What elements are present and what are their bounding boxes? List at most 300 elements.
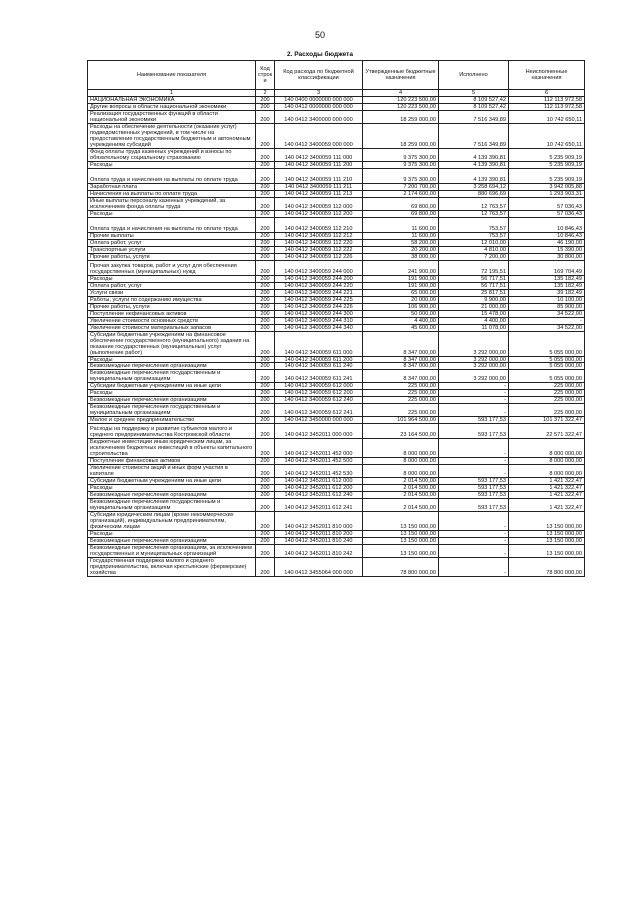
row-line-code: 200	[256, 123, 275, 148]
row-name: Расходы	[88, 390, 256, 397]
row-approved-amount: 225 000,00	[363, 397, 439, 404]
row-name: Прочая закупка товаров, работ и услуг для обеспечения государственных (муниципальных) нужд	[88, 260, 256, 275]
row-remaining-amount: 46 190,00	[509, 239, 585, 246]
table-row	[88, 239, 585, 246]
row-classification-code: 140 0412 3400059 112 200	[275, 210, 363, 217]
row-name: Услуги связи	[88, 289, 256, 296]
table-row	[88, 282, 585, 289]
row-executed-amount: 7 200,00	[439, 253, 509, 260]
table-row	[88, 324, 585, 331]
table-row	[88, 545, 585, 558]
row-executed-amount: 593 177,53	[439, 485, 509, 492]
row-executed-amount: 9 900,00	[439, 296, 509, 303]
row-name: Оплата труда и начисления на выплаты по оплате труда	[88, 217, 256, 232]
row-remaining-amount: -	[509, 317, 585, 324]
row-line-code: 200	[256, 148, 275, 161]
row-name: Безвозмездные перечисления государственным и муниципальным организациям	[88, 404, 256, 417]
row-classification-code: 140 0412 3400059 244 221	[275, 289, 363, 296]
row-classification-code: 140 0412 3452011 810 242	[275, 545, 363, 558]
row-executed-amount: 4 139 390,81	[439, 168, 509, 183]
row-line-code: 200	[256, 282, 275, 289]
row-name: Расходы	[88, 161, 256, 168]
row-executed-amount: 8 109 527,42	[439, 97, 509, 104]
row-line-code: 200	[256, 197, 275, 210]
table-row	[88, 232, 585, 239]
row-line-code: 200	[256, 183, 275, 190]
row-remaining-amount: 78 800 000,00	[509, 558, 585, 577]
row-classification-code: 140 0412 3400059 612 200	[275, 390, 363, 397]
row-line-code: 200	[256, 363, 275, 370]
row-executed-amount: -	[439, 465, 509, 478]
row-line-code: 200	[256, 246, 275, 253]
table-row	[88, 492, 585, 499]
row-line-code: 200	[256, 239, 275, 246]
row-classification-code: 140 0412 3400000 000 000	[275, 110, 363, 123]
row-approved-amount: 120 223 500,00	[363, 97, 439, 104]
row-classification-code: 140 0412 3450000 000 000	[275, 417, 363, 424]
col-header-classification: Код расхода по бюджетной классификации	[275, 61, 363, 90]
row-line-code: 200	[256, 545, 275, 558]
row-approved-amount: 78 800 000,00	[363, 558, 439, 577]
row-remaining-amount: 57 036,43	[509, 210, 585, 217]
row-remaining-amount: 30 800,00	[509, 253, 585, 260]
row-remaining-amount: 13 150 000,00	[509, 512, 585, 531]
row-line-code: 200	[256, 465, 275, 478]
row-classification-code: 140 0412 3400059 244 220	[275, 282, 363, 289]
row-remaining-amount: 169 704,49	[509, 260, 585, 275]
row-remaining-amount: 10 742 650,11	[509, 110, 585, 123]
row-name: Безвозмездные перечисления организациям	[88, 363, 256, 370]
row-approved-amount: 2 014 500,00	[363, 478, 439, 485]
row-executed-amount: -	[439, 538, 509, 545]
row-remaining-amount: 3 942 005,88	[509, 183, 585, 190]
row-name: Работы, услуги по содержанию имущества	[88, 296, 256, 303]
row-executed-amount: 753,57	[439, 232, 509, 239]
table-row	[88, 439, 585, 458]
row-remaining-amount: 15 390,00	[509, 246, 585, 253]
row-line-code: 200	[256, 331, 275, 356]
row-approved-amount: 69 800,00	[363, 210, 439, 217]
row-name: Увеличение стоимости акций и иных форм участия в капитале	[88, 465, 256, 478]
row-approved-amount: 101 964 500,00	[363, 417, 439, 424]
row-remaining-amount: 225 000,00	[509, 397, 585, 404]
row-executed-amount: 3 292 000,00	[439, 356, 509, 363]
row-line-code: 200	[256, 370, 275, 383]
row-line-code: 200	[256, 439, 275, 458]
row-classification-code: 140 0412 3400059 112 220	[275, 239, 363, 246]
col-number: 6	[509, 90, 585, 97]
row-name: Увеличение стоимости материальных запасов	[88, 324, 256, 331]
table-row	[88, 363, 585, 370]
row-classification-code: 140 0412 3400059 112 212	[275, 232, 363, 239]
row-remaining-amount: 5 235 909,19	[509, 148, 585, 161]
table-row	[88, 317, 585, 324]
budget-expenditure-table	[87, 60, 585, 577]
row-executed-amount: 25 817,51	[439, 289, 509, 296]
table-row	[88, 190, 585, 197]
row-name: Безвозмездные перечисления организациям	[88, 397, 256, 404]
row-approved-amount: 106 900,00	[363, 303, 439, 310]
row-executed-amount: 3 292 000,00	[439, 331, 509, 356]
row-classification-code: 140 0412 3400059 112 222	[275, 246, 363, 253]
col-number: 1	[88, 90, 256, 97]
row-executed-amount: -	[439, 512, 509, 531]
row-executed-amount: 3 258 694,12	[439, 183, 509, 190]
row-remaining-amount: 225 000,00	[509, 404, 585, 417]
table-row	[88, 310, 585, 317]
table-row	[88, 161, 585, 168]
row-approved-amount: 45 600,00	[363, 324, 439, 331]
row-executed-amount: 3 292 000,00	[439, 363, 509, 370]
row-remaining-amount: 13 150 000,00	[509, 538, 585, 545]
row-executed-amount: -	[439, 458, 509, 465]
row-classification-code: 140 0412 3400059 244 226	[275, 303, 363, 310]
row-line-code: 200	[256, 356, 275, 363]
table-row	[88, 370, 585, 383]
table-row	[88, 458, 585, 465]
row-classification-code: 140 0412 3400059 111 000	[275, 148, 363, 161]
row-executed-amount: -	[439, 531, 509, 538]
row-line-code: 200	[256, 492, 275, 499]
col-header-name: Наименование показателя	[88, 61, 256, 90]
row-line-code: 200	[256, 232, 275, 239]
table-row	[88, 531, 585, 538]
row-name: Расходы	[88, 531, 256, 538]
header-row	[88, 61, 585, 90]
row-approved-amount: 9 375 300,00	[363, 148, 439, 161]
row-remaining-amount: 5 235 909,19	[509, 168, 585, 183]
row-classification-code: 140 0412 3400059 244 000	[275, 260, 363, 275]
row-classification-code: 140 0412 3452011 810 000	[275, 512, 363, 531]
row-executed-amount: -	[439, 558, 509, 577]
row-approved-amount: 69 800,00	[363, 197, 439, 210]
row-line-code: 200	[256, 538, 275, 545]
row-approved-amount: 8 347 000,00	[363, 370, 439, 383]
row-line-code: 200	[256, 558, 275, 577]
row-remaining-amount: 135 182,49	[509, 275, 585, 282]
table-row	[88, 303, 585, 310]
row-line-code: 200	[256, 390, 275, 397]
col-header-remaining: Неисполненные назначения	[509, 61, 585, 90]
row-remaining-amount: 1 421 322,47	[509, 485, 585, 492]
row-classification-code: 140 0412 3400059 611 200	[275, 356, 363, 363]
row-approved-amount: 120 223 500,00	[363, 103, 439, 110]
row-name: Бюджетные инвестиции иным юридическим лицам, за исключением бюджетных инвестиций в объекты капитального строительства	[88, 439, 256, 458]
table-row	[88, 260, 585, 275]
row-classification-code: 140 0412 3400059 612 000	[275, 383, 363, 390]
row-classification-code: 140 0412 3400059 612 241	[275, 404, 363, 417]
row-remaining-amount: 13 150 000,00	[509, 531, 585, 538]
row-name: Оплата работ, услуг	[88, 282, 256, 289]
row-approved-amount: 65 000,00	[363, 289, 439, 296]
row-line-code: 200	[256, 161, 275, 168]
row-approved-amount: 2 174 600,00	[363, 190, 439, 197]
row-approved-amount: 11 600,00	[363, 217, 439, 232]
row-executed-amount: 593 177,53	[439, 492, 509, 499]
row-classification-code: 140 0412 3452011 612 241	[275, 499, 363, 512]
row-remaining-amount: 5 055 000,00	[509, 331, 585, 356]
row-classification-code: 140 0412 3400059 612 240	[275, 397, 363, 404]
row-remaining-amount: 8 000 000,00	[509, 458, 585, 465]
table-row	[88, 97, 585, 104]
row-remaining-amount: 225 000,00	[509, 383, 585, 390]
row-line-code: 200	[256, 397, 275, 404]
row-executed-amount: 593 177,53	[439, 499, 509, 512]
row-approved-amount: 8 347 000,00	[363, 356, 439, 363]
col-number: 5	[439, 90, 509, 97]
row-executed-amount: -	[439, 397, 509, 404]
row-executed-amount: 12 010,00	[439, 239, 509, 246]
row-classification-code: 140 0412 3400059 112 210	[275, 217, 363, 232]
table-row	[88, 465, 585, 478]
row-line-code: 200	[256, 324, 275, 331]
row-approved-amount: 225 000,00	[363, 404, 439, 417]
row-remaining-amount: 1 421 322,47	[509, 499, 585, 512]
row-line-code: 200	[256, 531, 275, 538]
page-number: 50	[314, 30, 325, 40]
row-classification-code: 140 0412 3400059 111 210	[275, 168, 363, 183]
row-name: Субсидии бюджетным учреждениям на финансовое обеспечение государственного (муниципального) задания на оказание государственных (муниципальных) услуг (выполнение работ)	[88, 331, 256, 356]
table-row	[88, 538, 585, 545]
row-name: Оплата работ, услуг	[88, 239, 256, 246]
col-number: 4	[363, 90, 439, 97]
row-approved-amount: 38 000,00	[363, 253, 439, 260]
row-name: Поступление нефинансовых активов	[88, 310, 256, 317]
section-title: 2. Расходы бюджета	[287, 51, 353, 58]
row-executed-amount: 56 717,51	[439, 275, 509, 282]
row-line-code: 200	[256, 289, 275, 296]
row-remaining-amount: 57 036,43	[509, 197, 585, 210]
row-approved-amount: 13 150 000,00	[363, 512, 439, 531]
row-remaining-amount: 101 371 322,47	[509, 417, 585, 424]
row-line-code: 200	[256, 210, 275, 217]
col-number: 2	[256, 90, 275, 97]
row-remaining-amount: 112 113 972,58	[509, 97, 585, 104]
row-line-code: 200	[256, 190, 275, 197]
row-approved-amount: 8 347 000,00	[363, 363, 439, 370]
row-approved-amount: 8 000 000,00	[363, 439, 439, 458]
row-remaining-amount: 13 150 000,00	[509, 545, 585, 558]
row-remaining-amount: 1 421 322,47	[509, 478, 585, 485]
row-name: Безвозмездные перечисления организациям, за исключением государственных и муниципальных организаций	[88, 545, 256, 558]
row-name: Малое и среднее предпринимательство	[88, 417, 256, 424]
col-header-approved: Утвержденные бюджетные назначения	[363, 61, 439, 90]
row-line-code: 200	[256, 97, 275, 104]
row-name: Безвозмездные перечисления организациям	[88, 492, 256, 499]
row-executed-amount: 4 139 390,81	[439, 148, 509, 161]
row-classification-code: 140 0412 3400059 611 240	[275, 363, 363, 370]
col-header-line-code: Код строк и	[256, 61, 275, 90]
row-remaining-amount: 1 421 322,47	[509, 492, 585, 499]
row-classification-code: 140 0412 3400059 244 300	[275, 310, 363, 317]
table-row	[88, 197, 585, 210]
table-row	[88, 123, 585, 148]
row-line-code: 200	[256, 417, 275, 424]
table-row	[88, 485, 585, 492]
row-line-code: 200	[256, 275, 275, 282]
row-approved-amount: 7 200 700,00	[363, 183, 439, 190]
row-classification-code: 140 0412 3400059 244 310	[275, 317, 363, 324]
row-name: Безвозмездные перечисления государственным и муниципальным организациям	[88, 499, 256, 512]
row-line-code: 200	[256, 110, 275, 123]
row-name: Прочие работы, услуги	[88, 253, 256, 260]
row-name: Другие вопросы в области национальной экономики	[88, 103, 256, 110]
row-approved-amount: 20 000,00	[363, 296, 439, 303]
row-classification-code: 140 0412 0000000 000 000	[275, 103, 363, 110]
table-row	[88, 246, 585, 253]
row-classification-code: 140 0412 3452011 612 000	[275, 478, 363, 485]
table-row	[88, 110, 585, 123]
row-approved-amount: 18 259 000,00	[363, 110, 439, 123]
table-row	[88, 103, 585, 110]
row-executed-amount: 4 810,00	[439, 246, 509, 253]
row-approved-amount: 13 150 000,00	[363, 545, 439, 558]
row-approved-amount: 13 150 000,00	[363, 531, 439, 538]
row-line-code: 200	[256, 303, 275, 310]
table-row	[88, 168, 585, 183]
row-executed-amount: -	[439, 545, 509, 558]
row-remaining-amount: 5 055 000,00	[509, 370, 585, 383]
row-line-code: 200	[256, 458, 275, 465]
row-approved-amount: 225 000,00	[363, 390, 439, 397]
table-row	[88, 478, 585, 485]
row-remaining-amount: 10 100,00	[509, 296, 585, 303]
row-line-code: 200	[256, 404, 275, 417]
table-row	[88, 424, 585, 439]
row-classification-code: 140 0400 0000000 000 000	[275, 97, 363, 104]
row-line-code: 200	[256, 317, 275, 324]
row-remaining-amount: 5 235 909,19	[509, 161, 585, 168]
table-row	[88, 217, 585, 232]
row-name: Субсидии юридическим лицам (кроме некоммерческих организаций), индивидуальным предпринимателям, физическим лицам	[88, 512, 256, 531]
row-line-code: 200	[256, 103, 275, 110]
row-name: Прочие выплаты	[88, 232, 256, 239]
row-name: НАЦИОНАЛЬНАЯ ЭКОНОМИКА	[88, 97, 256, 104]
row-classification-code: 140 0412 3452011 000 000	[275, 424, 363, 439]
row-name: Расходы на поддержку и развитие субъектов малого и среднего предпринимательства Костромской области	[88, 424, 256, 439]
row-classification-code: 140 0412 3400059 611 241	[275, 370, 363, 383]
row-classification-code: 140 0412 3452011 452 530	[275, 465, 363, 478]
row-approved-amount: 9 375 300,00	[363, 161, 439, 168]
row-approved-amount: 23 164 500,00	[363, 424, 439, 439]
row-remaining-amount: 5 055 000,00	[509, 363, 585, 370]
row-name: Государственная поддержка малого и среднего предпринимательства, включая крестьянские (фермерские) хозяйства	[88, 558, 256, 577]
row-approved-amount: 50 000,00	[363, 310, 439, 317]
row-remaining-amount: 112 113 972,58	[509, 103, 585, 110]
row-name: Расходы	[88, 356, 256, 363]
row-classification-code: 140 0412 3400059 112 226	[275, 253, 363, 260]
row-remaining-amount: 10 846,43	[509, 232, 585, 239]
row-executed-amount: 12 763,57	[439, 197, 509, 210]
row-line-code: 200	[256, 485, 275, 492]
row-executed-amount: 15 478,00	[439, 310, 509, 317]
table-row	[88, 558, 585, 577]
row-approved-amount: 13 150 000,00	[363, 538, 439, 545]
row-executed-amount: 593 177,53	[439, 424, 509, 439]
table-row	[88, 397, 585, 404]
row-remaining-amount: 8 000 000,00	[509, 439, 585, 458]
table-row	[88, 356, 585, 363]
row-line-code: 200	[256, 260, 275, 275]
row-line-code: 200	[256, 478, 275, 485]
row-line-code: 200	[256, 253, 275, 260]
row-approved-amount: 191 900,00	[363, 275, 439, 282]
row-executed-amount: 12 763,57	[439, 210, 509, 217]
table-row	[88, 512, 585, 531]
row-executed-amount: 7 516 349,89	[439, 110, 509, 123]
row-line-code: 200	[256, 310, 275, 317]
row-classification-code: 140 0412 3400059 112 000	[275, 197, 363, 210]
table-row	[88, 404, 585, 417]
row-remaining-amount: 39 182,49	[509, 289, 585, 296]
row-line-code: 200	[256, 217, 275, 232]
row-approved-amount: 18 259 000,00	[363, 123, 439, 148]
table-row	[88, 275, 585, 282]
row-name: Безвозмездные перечисления государственным и муниципальным организациям	[88, 370, 256, 383]
row-classification-code: 140 0412 3400059 111 211	[275, 183, 363, 190]
table-row	[88, 331, 585, 356]
row-name: Увеличение стоимости основных средств	[88, 317, 256, 324]
table-row	[88, 183, 585, 190]
row-remaining-amount: 85 900,00	[509, 303, 585, 310]
row-line-code: 200	[256, 296, 275, 303]
row-classification-code: 140 0412 3400059 244 225	[275, 296, 363, 303]
row-executed-amount: 593 177,53	[439, 478, 509, 485]
row-executed-amount: 3 292 000,00	[439, 370, 509, 383]
row-approved-amount: 9 375 300,00	[363, 168, 439, 183]
row-name: Фонд оплаты труда казенных учреждений и взносы по обязательному социальному страхованию	[88, 148, 256, 161]
row-line-code: 200	[256, 383, 275, 390]
row-name: Расходы	[88, 275, 256, 282]
table-row	[88, 499, 585, 512]
row-remaining-amount: 22 571 322,47	[509, 424, 585, 439]
table-row	[88, 383, 585, 390]
row-name: Реализация государственных функций в области национальной экономики	[88, 110, 256, 123]
row-classification-code: 140 0412 3400059 244 340	[275, 324, 363, 331]
column-number-row	[88, 90, 585, 97]
row-executed-amount: 880 696,69	[439, 190, 509, 197]
row-executed-amount: -	[439, 404, 509, 417]
table-row	[88, 253, 585, 260]
col-header-executed: Исполнено	[439, 61, 509, 90]
row-name: Прочие работы, услуги	[88, 303, 256, 310]
table-row	[88, 296, 585, 303]
row-remaining-amount: 8 000 000,00	[509, 465, 585, 478]
row-remaining-amount: 34 522,00	[509, 324, 585, 331]
row-classification-code: 140 0412 3455064 000 000	[275, 558, 363, 577]
row-line-code: 200	[256, 499, 275, 512]
row-name: Начисления на выплаты по оплате труда	[88, 190, 256, 197]
row-remaining-amount: 135 182,49	[509, 282, 585, 289]
row-approved-amount: 8 000 000,00	[363, 465, 439, 478]
row-approved-amount: 58 200,00	[363, 239, 439, 246]
row-classification-code: 140 0412 3452011 810 240	[275, 538, 363, 545]
row-name: Поступление финансовых активов	[88, 458, 256, 465]
row-line-code: 200	[256, 424, 275, 439]
row-approved-amount: 225 000,00	[363, 383, 439, 390]
row-executed-amount: 8 109 527,42	[439, 103, 509, 110]
table-body	[88, 97, 585, 577]
row-executed-amount: -	[439, 383, 509, 390]
row-approved-amount: 241 900,00	[363, 260, 439, 275]
row-line-code: 200	[256, 168, 275, 183]
row-approved-amount: 8 000 000,00	[363, 458, 439, 465]
row-classification-code: 140 0412 3452011 810 200	[275, 531, 363, 538]
row-name: Расходы на обеспечение деятельности (оказание услуг) подведомственных учреждений, в том числе на предоставление государственным бюджетным и автономным учреждениям субсидий	[88, 123, 256, 148]
row-remaining-amount: 10 742 650,11	[509, 123, 585, 148]
row-executed-amount: 593 177,53	[439, 417, 509, 424]
row-executed-amount: -	[439, 439, 509, 458]
